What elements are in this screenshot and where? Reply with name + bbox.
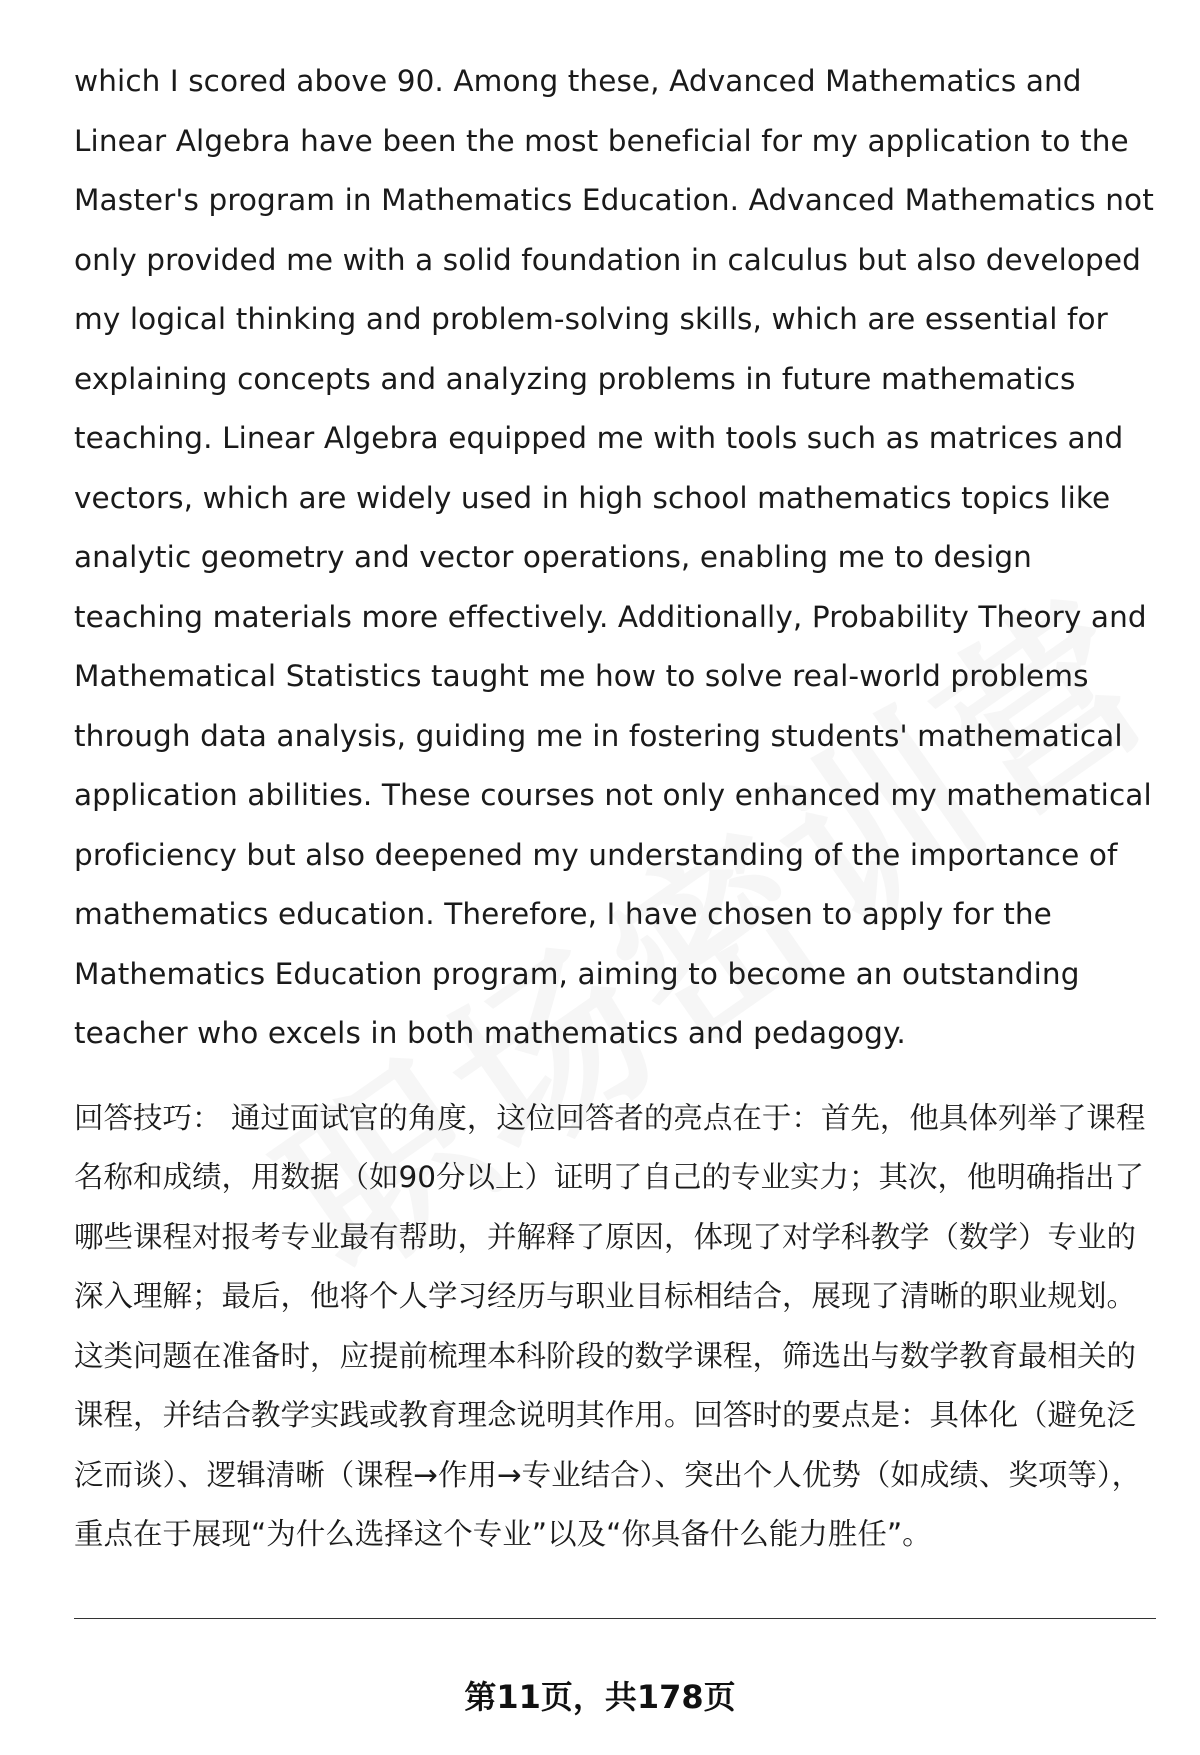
english-answer-paragraph: which I scored above 90. Among these, Advanced Mathematics and Linear Algebra have been the most beneficial for my application to the Master's program in Mathematics Education. Advanced Mathematics not only provided me with a solid foundation in calculus but also developed my logical thinking and problem-solving skills, which are essential for explaining concepts and analyzing problems in future mathematics teaching. Linear Algebra equipped me with tools such as matrices and vectors, which are widely used in high school mathematics topics like analytic geometry and vector operations, enabling me to design teaching materials more effectively. Additionally, Probability Theory and Mathematical Statistics taught me how to solve real-world problems through data analysis, guiding me in fostering students' mathematical application abilities. These courses not only enhanced my mathematical proficiency but also deepened my understanding of the importance of mathematics education. Therefore, I have chosen to apply for the Mathematics Education program, aiming to become an outstanding teacher who excels in both mathematics and pedagogy. bbox=[74, 64, 1154, 1050]
page-content bbox=[74, 52, 1154, 1565]
page-number: 第11页，共178页 bbox=[464, 1678, 736, 1716]
answer-tips-paragraph: 回答技巧： 通过面试官的角度，这位回答者的亮点在于：首先，他具体列举了课程名称和成绩，用数据（如90分以上）证明了自己的专业实力；其次，他明确指出了哪些课程对报考专业最有帮助，并解释了原因，体现了对学科教学（数学）专业的深入理解；最后，他将个人学习经历与职业目标相结合，展现了清晰的职业规划。这类问题在准备时，应提前梳理本科阶段的数学课程，筛选出与数学教育最相关的课程，并结合教学实践或教育理念说明其作用。回答时的要点是：具体化（避免泛泛而谈）、逻辑清晰（课程→作用→专业结合）、突出个人优势（如成绩、奖项等），重点在于展现“为什么选择这个专业”以及“你具备什么能力胜任”。 bbox=[74, 1100, 1146, 1551]
footer-divider bbox=[74, 1618, 1156, 1619]
